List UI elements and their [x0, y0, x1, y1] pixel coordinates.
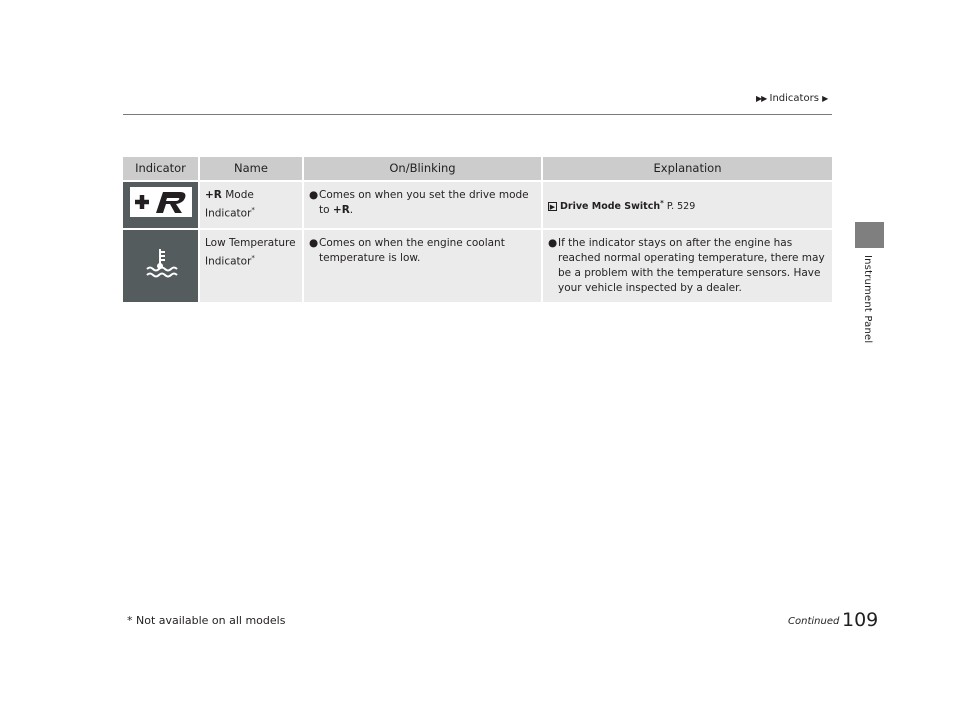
column-header-name: Name [200, 157, 302, 180]
breadcrumb [756, 93, 827, 104]
on-blinking-text: Comes on when you set the drive mode to [319, 189, 529, 216]
reference-page: P. 529 [663, 201, 696, 213]
plus-r-mode-icon [130, 187, 192, 217]
reference-title: Drive Mode Switch [560, 201, 661, 213]
name-text: Mode [221, 189, 254, 201]
on-blinking-cell [304, 182, 541, 228]
indicator-cell [123, 182, 198, 228]
column-header-on-blinking: On/Blinking [304, 157, 541, 180]
column-header-indicator: Indicator [123, 157, 198, 180]
page-number: 109 [842, 609, 879, 631]
cross-reference-link[interactable] [548, 196, 827, 214]
breadcrumb-label: Indicators [769, 93, 819, 104]
bullet-icon: ● [548, 236, 558, 249]
name-line2: Indicator [205, 207, 252, 220]
name-line2: Indicator [205, 255, 252, 267]
double-triangle-icon: ▶▶ [756, 94, 767, 103]
asterisk: * [251, 253, 255, 262]
bullet-icon: ● [309, 189, 319, 201]
low-temperature-icon [143, 247, 179, 279]
name-text: Low Temperature [205, 236, 296, 249]
table-row [123, 230, 832, 302]
table-header-row [123, 157, 832, 180]
name-bold-text: +R [205, 189, 222, 201]
footnote: * Not available on all models [127, 614, 286, 627]
continued-label: Continued [788, 616, 840, 627]
on-blinking-bold: +R [332, 204, 350, 216]
bullet-icon: ● [309, 236, 319, 249]
on-blinking-cell [304, 230, 541, 302]
header-rule [123, 114, 832, 115]
indicator-cell [123, 230, 198, 302]
explanation-text: If the indicator stays on after the engine has reached normal operating temperature, there may be a problem with the temperature sensors. Have your vehicle inspected by a dealer. [558, 236, 825, 294]
explanation-cell [543, 230, 832, 302]
section-label: Instrument Panel [862, 255, 873, 344]
reference-arrow-icon: ▶ [549, 203, 556, 212]
column-header-explanation: Explanation [543, 157, 832, 180]
section-tab [855, 222, 884, 248]
indicator-table [121, 155, 834, 304]
on-blinking-end: . [349, 204, 354, 216]
triangle-icon: ▶ [822, 94, 828, 103]
indicator-name [200, 182, 302, 228]
asterisk: * [251, 206, 255, 214]
indicator-name [200, 230, 302, 302]
on-blinking-text: Comes on when the engine coolant temperature is low. [319, 236, 505, 264]
explanation-cell [543, 182, 832, 228]
table-row [123, 182, 832, 228]
reference-asterisk: * [660, 199, 664, 207]
